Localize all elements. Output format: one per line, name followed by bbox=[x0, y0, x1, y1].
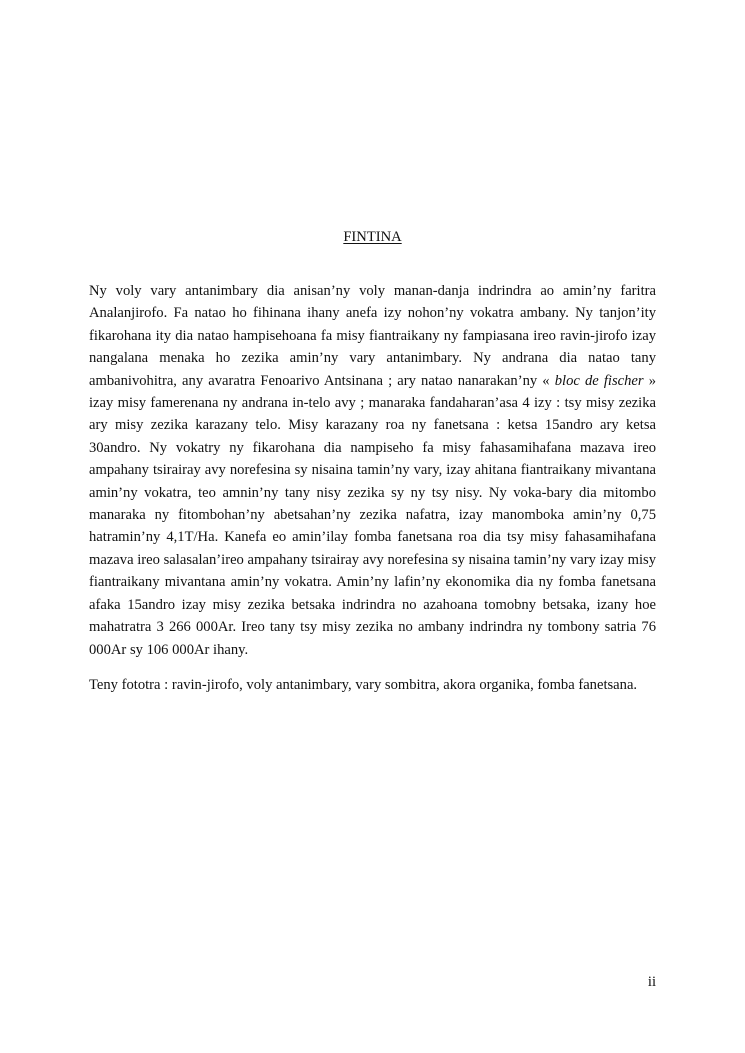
abstract-paragraph bbox=[89, 280, 656, 661]
keywords-paragraph: Teny fototra : ravin-jirofo, voly antanimbary, vary sombitra, akora organika, fomba fanetsana. bbox=[89, 677, 638, 693]
title-text: FINTINA bbox=[343, 229, 402, 245]
abstract-italic-term: bloc de fischer bbox=[554, 372, 644, 389]
page-number: ii bbox=[647, 974, 656, 990]
abstract-text-end: » izay misy famerenana ny andrana in-telo avy ; manaraka fandaharan’asa 4 izy : tsy misy zezika ary misy zezika karazany telo. Misy karazany roa ny fanetsana : ketsa 15andro ary ketsa 30andro. Ny vokatry ny fikarohana dia nampiseho fa misy fahasamihafana mazava ireo ampahany tsirairay avy norefesina sy nisaina tamin’ny vary, izay ahitana fiantraikany mivantana amin’ny vokatra, teo amnin’ny tany nisy zezika sy ny tsy nisy. Ny voka-bary dia mitombo manaraka ny fitombohan’ny abetsahan’ny zezika nafatra, izay manomboka amin’ny 0,75 hatramin’ny 4,1T/Ha. Kanefa eo amin’ilay fomba fanetsana roa dia tsy misy fahasamihafana mazava ireo salasalan’ireo ampahany tsirairay avy norefesina sy nisaina tamin’ny vary izay misy fiantraikany mivantana amin’ny vokatra. Amin’ny lafin’ny ekonomika dia ny fomba fanetsana afaka 15andro izay misy zezika betsaka indrindra no azahoana tomobny betsaka, izany hoe mahatratra 3 266 000Ar. Ireo tany tsy misy zezika no ambany indrindra ny tombony satria 76 000Ar sy 106 000Ar ihany. bbox=[89, 372, 656, 658]
page-title bbox=[0, 228, 745, 246]
abstract-text-start: Ny voly vary antanimbary dia anisan’ny voly manan-danja indrindra ao amin’ny faritra Analanjirofo. Fa natao ho fihinana ihany anefa izy nohon’ny vokatra ambany. Ny tanjon’ity fikarohana ity dia natao hampisehoana fa misy fiantraikany ny fampiasana ireo ravin-jirofo izay nangalana menaka ho zezika amin’ny vary antanimbary. Ny andrana dia natao tany ambanivohitra, any avaratra Fenoarivo Antsinana ; ary natao nanarakan’ny « bbox=[89, 283, 656, 389]
